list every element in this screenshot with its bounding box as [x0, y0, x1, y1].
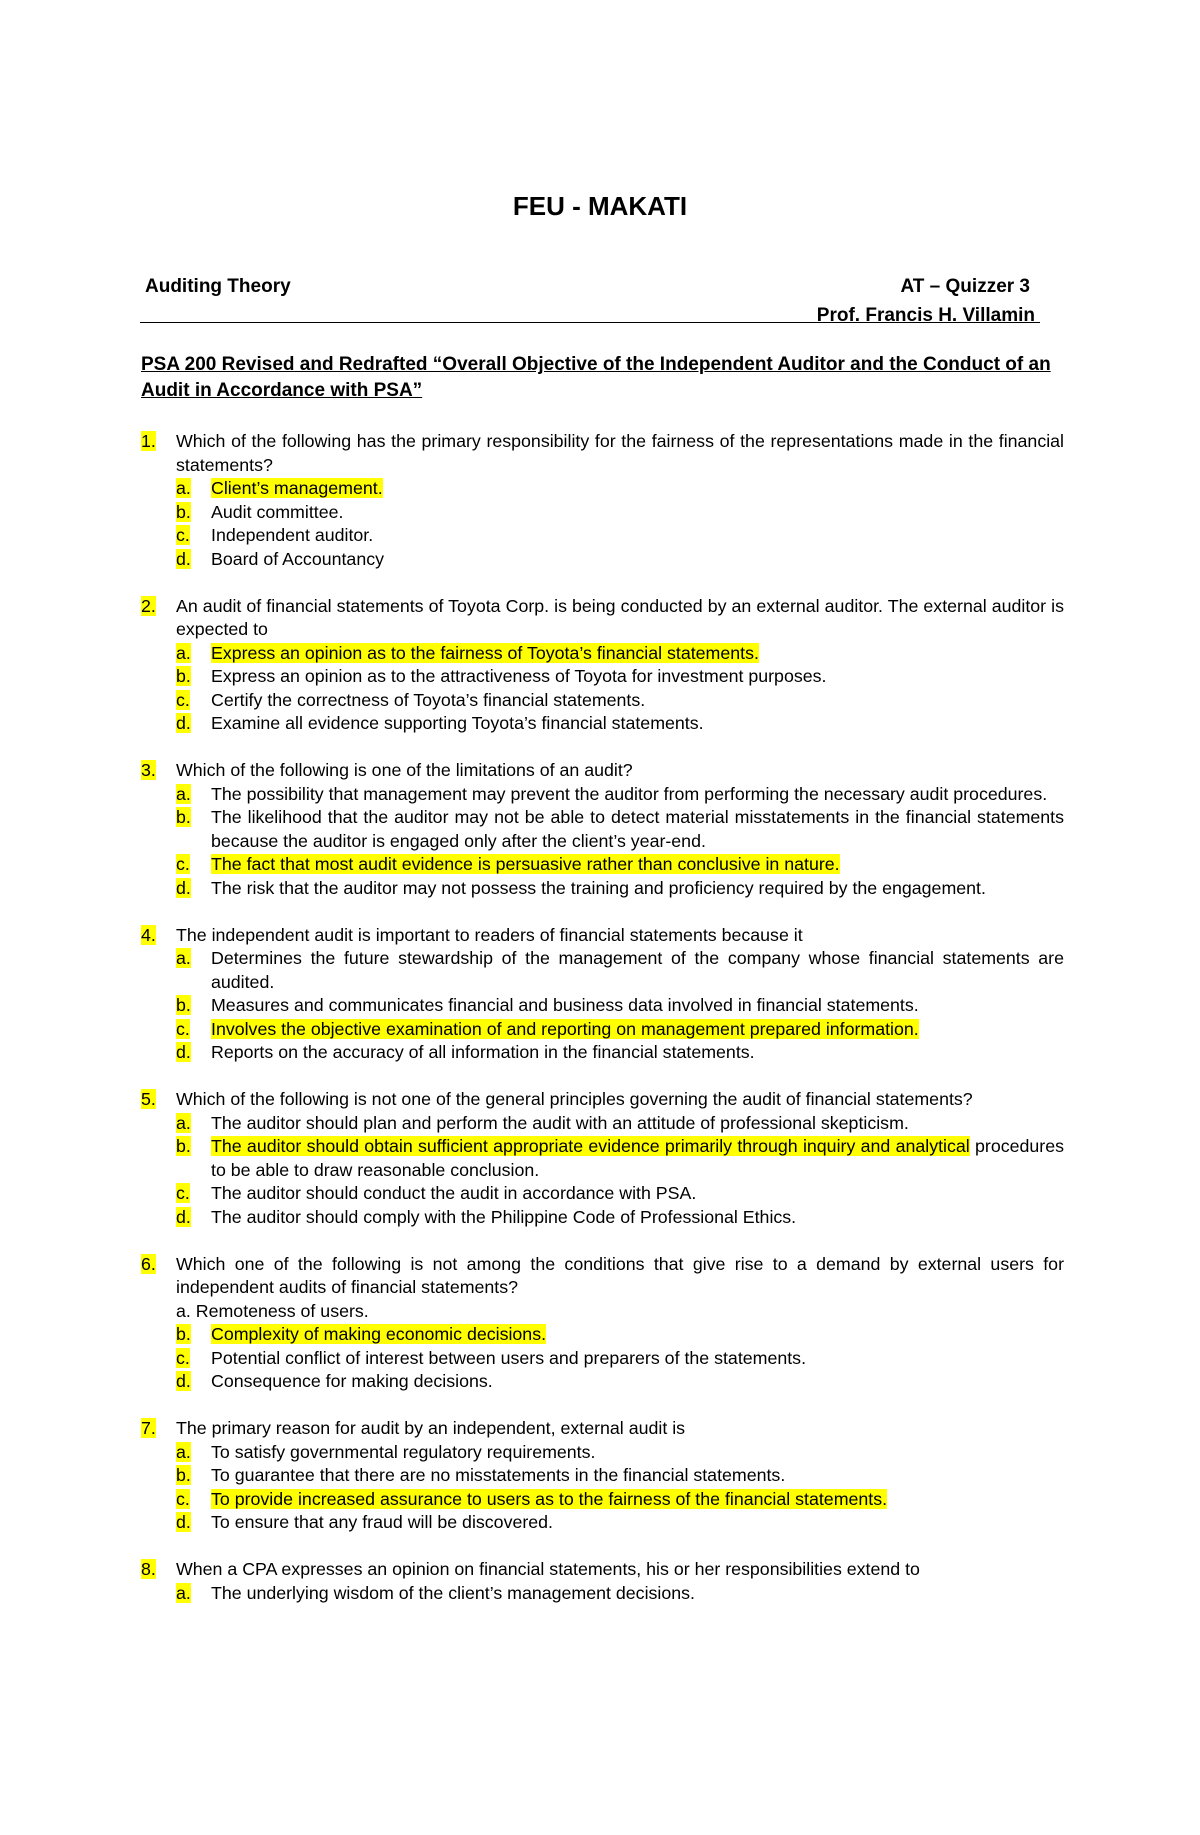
question-6: [141, 1253, 1064, 1394]
option-b: [176, 1464, 1064, 1488]
option-letter: c.: [176, 689, 190, 710]
option-text: Express an opinion as to the attractiveness of Toyota for investment purposes.: [211, 666, 827, 686]
option-letter: d.: [176, 877, 191, 898]
option-letter: b.: [176, 807, 191, 827]
option-c: [176, 524, 1064, 548]
option-letter: a.: [176, 1441, 191, 1462]
option-text: Measures and communicates financial and business data involved in financial statements.: [211, 995, 919, 1015]
question-2: [141, 595, 1064, 736]
option-letter: b.: [176, 666, 191, 686]
option-d: [176, 1041, 1064, 1065]
answer-highlight: To provide increased assurance to users as to the fairness of the financial statements.: [211, 1488, 888, 1509]
answer-highlight: Involves the objective examination of and reporting on management prepared information.: [211, 1018, 919, 1039]
option-c: [176, 1488, 1064, 1512]
answer-highlight: Complexity of making economic decisions.: [211, 1324, 547, 1344]
option-text: The possibility that management may prevent the auditor from performing the necessary audit procedures.: [211, 783, 1048, 804]
option-b: [176, 501, 1064, 525]
answer-highlight: Client’s management.: [211, 478, 383, 498]
option-c: [176, 1018, 1064, 1042]
question-4: [141, 924, 1064, 1065]
document-title: FEU - MAKATI: [512, 191, 688, 221]
option-letter: c.: [176, 1488, 190, 1509]
option-text: The auditor should comply with the Philippine Code of Professional Ethics.: [211, 1206, 797, 1227]
option-letter: d.: [176, 1042, 191, 1062]
option-text: Independent auditor.: [211, 525, 374, 545]
question-number: 1.: [141, 431, 156, 451]
question-text: Which of the following has the primary responsibility for the fairness of the representations made in the financial statements?: [176, 431, 1064, 475]
option-text: Examine all evidence supporting Toyota’s financial statements.: [211, 713, 704, 733]
question-number: 3.: [141, 760, 156, 780]
question-text: The primary reason for audit by an independent, external audit is: [176, 1418, 686, 1438]
question-text: When a CPA expresses an opinion on financial statements, his or her responsibilities extend to: [176, 1559, 920, 1579]
option-letter: d.: [176, 1371, 191, 1391]
option-letter: c.: [176, 1018, 190, 1039]
option-a: a. Remoteness of users.: [176, 1300, 369, 1321]
option-letter: b.: [176, 1136, 191, 1156]
topic-heading: PSA 200 Revised and Redrafted “Overall Objective of the Independent Auditor and the Conduct of an Audit in Accordance with PSA”: [141, 354, 1051, 401]
question-number: 6.: [141, 1253, 156, 1274]
option-a: [176, 642, 1064, 666]
question-5: [141, 1088, 1064, 1229]
header-divider: [140, 322, 1040, 323]
option-text: The auditor should plan and perform the audit with an attitude of professional skepticism.: [211, 1112, 909, 1133]
option-letter: a.: [176, 642, 191, 663]
question-text: Which one of the following is not among the conditions that give rise to a demand by external users for independent audits of financial statements?: [176, 1253, 1064, 1297]
option-a: [176, 477, 1064, 501]
question-number: 2.: [141, 595, 156, 616]
option-text: Potential conflict of interest between users and preparers of the statements.: [211, 1347, 807, 1368]
question-number: 7.: [141, 1418, 156, 1438]
option-d: [176, 712, 1064, 736]
option-text: Certify the correctness of Toyota’s financial statements.: [211, 689, 646, 710]
question-1: [141, 430, 1064, 571]
subject-label: Auditing Theory: [145, 276, 291, 297]
option-b: [176, 994, 1064, 1018]
option-letter: b.: [176, 995, 191, 1015]
question-number: 5.: [141, 1089, 156, 1109]
option-text: The auditor should conduct the audit in accordance with PSA.: [211, 1183, 697, 1203]
option-letter: d.: [176, 1512, 191, 1532]
option-c: [176, 689, 1064, 713]
option-c: [176, 853, 1064, 877]
option-letter: a.: [176, 783, 191, 804]
answer-highlight: The auditor should obtain sufficient appropriate evidence primarily through inquiry and analytical: [211, 1136, 970, 1156]
option-letter: b.: [176, 1465, 191, 1485]
option-text: To guarantee that there are no misstatements in the financial statements.: [211, 1465, 786, 1485]
question-7: [141, 1417, 1064, 1535]
option-text-continued: procedures to be able to draw reasonable conclusion.: [211, 1136, 1064, 1180]
question-list: [141, 430, 1064, 1629]
question-text: An audit of financial statements of Toyota Corp. is being conducted by an external auditor. The external auditor is expected to: [176, 595, 1064, 639]
option-a: [176, 1582, 1064, 1606]
option-a: [176, 1112, 1064, 1136]
option-letter: c.: [176, 525, 190, 545]
option-letter: d.: [176, 713, 191, 733]
option-text: Audit committee.: [211, 501, 344, 522]
option-c: [176, 1182, 1064, 1206]
question-number: 4.: [141, 924, 156, 945]
option-d: [176, 1370, 1064, 1394]
option-letter: c.: [176, 1347, 190, 1368]
question-text: Which of the following is not one of the general principles governing the audit of financial statements?: [176, 1089, 973, 1109]
question-8: [141, 1558, 1064, 1605]
option-letter: a.: [176, 1582, 191, 1603]
option-a: [176, 947, 1064, 994]
option-text: Board of Accountancy: [211, 548, 384, 569]
option-text: Reports on the accuracy of all information in the financial statements.: [211, 1042, 755, 1062]
quiz-label: AT – Quizzer 3: [900, 276, 1030, 297]
option-d: [176, 548, 1064, 572]
option-a: [176, 1441, 1064, 1465]
question-number: 8.: [141, 1559, 156, 1579]
option-letter: c.: [176, 1183, 190, 1203]
professor-label: Prof. Francis H. Villamin: [816, 305, 1035, 326]
option-letter: d.: [176, 1206, 191, 1227]
question-text: Which of the following is one of the limitations of an audit?: [176, 760, 633, 780]
option-letter: a.: [176, 478, 191, 498]
option-b: [176, 1135, 1064, 1182]
option-text: Consequence for making decisions.: [211, 1371, 493, 1391]
answer-highlight: The fact that most audit evidence is persuasive rather than conclusive in nature.: [211, 854, 840, 874]
option-b: [176, 665, 1064, 689]
option-letter: c.: [176, 854, 190, 874]
option-text: To ensure that any fraud will be discovered.: [211, 1512, 553, 1532]
option-b: [176, 1323, 1064, 1347]
option-letter: a.: [176, 948, 191, 968]
option-text: To satisfy governmental regulatory requirements.: [211, 1441, 596, 1462]
question-3: [141, 759, 1064, 900]
answer-highlight: Express an opinion as to the fairness of Toyota’s financial statements.: [211, 642, 759, 663]
option-letter: b.: [176, 501, 191, 522]
option-d: [176, 1206, 1064, 1230]
option-letter: b.: [176, 1324, 191, 1344]
option-text: Determines the future stewardship of the management of the company whose financial statements are audited.: [211, 948, 1064, 992]
option-letter: d.: [176, 548, 191, 569]
option-text: The likelihood that the auditor may not be able to detect material misstatements in the financial statements because the auditor is engaged only after the client’s year-end.: [211, 807, 1064, 851]
question-text: The independent audit is important to readers of financial statements because it: [176, 924, 803, 945]
option-text: The risk that the auditor may not possess the training and proficiency required by the engagement.: [211, 877, 986, 898]
option-b: [176, 806, 1064, 853]
option-a: [176, 783, 1064, 807]
option-d: [176, 877, 1064, 901]
option-letter: a.: [176, 1112, 191, 1133]
option-d: [176, 1511, 1064, 1535]
option-c: [176, 1347, 1064, 1371]
option-text: The underlying wisdom of the client’s management decisions.: [211, 1582, 695, 1603]
